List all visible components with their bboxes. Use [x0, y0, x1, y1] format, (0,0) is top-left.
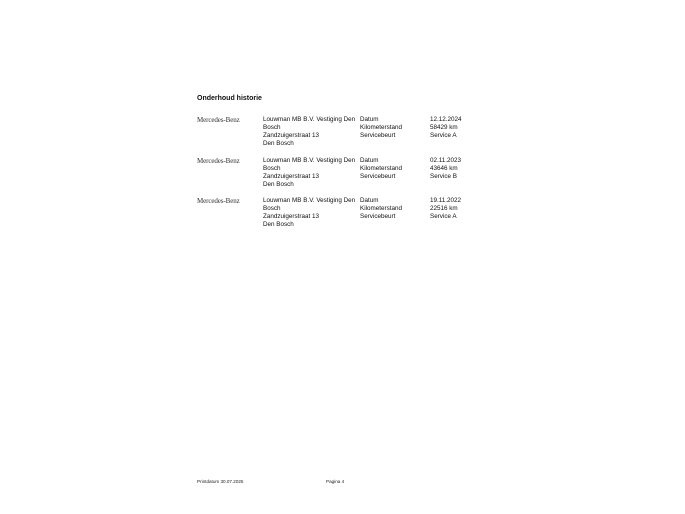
value-date: 19.11.2022 [430, 197, 462, 204]
field-labels [360, 157, 402, 181]
dealer-name-line-1: Louwman MB B.V. Vestiging Den [263, 156, 356, 164]
dealer-city: Den Bosch [263, 140, 294, 148]
page-number: Pagina 4 [326, 479, 345, 484]
dealer-name-line-2: Bosch [263, 164, 281, 172]
dealer-city: Den Bosch [263, 221, 294, 229]
dealer-address [263, 116, 357, 148]
value-date: 12.12.2024 [430, 116, 462, 123]
service-record [197, 116, 487, 157]
dealer-street: Zandzuigerstraat 13 [263, 213, 320, 221]
label-service: Servicebeurt [360, 213, 396, 221]
label-date: Datum [360, 156, 379, 164]
print-date: Printdatum 30.07.2025 [197, 479, 244, 484]
label-date: Datum [360, 197, 379, 204]
service-record [197, 157, 487, 198]
dealer-name-line-1: Louwman MB B.V. Vestiging Den [263, 197, 356, 204]
label-mileage: Kilometerstand [360, 124, 402, 132]
value-service: Service B [430, 172, 457, 180]
page-title: Onderhoud historie [197, 95, 262, 102]
brand-logo: Mercedes-Benz [197, 156, 240, 165]
field-values [430, 116, 462, 140]
service-record [197, 197, 487, 238]
field-values [430, 197, 461, 221]
value-service: Service A [430, 213, 457, 221]
value-mileage: 58429 km [430, 124, 458, 132]
service-history-list [197, 116, 487, 238]
label-service: Servicebeurt [360, 132, 396, 140]
dealer-address [263, 197, 357, 229]
dealer-street: Zandzuigerstraat 13 [263, 172, 320, 180]
value-mileage: 22516 km [430, 205, 458, 213]
label-date: Datum [360, 116, 379, 123]
dealer-name-line-2: Bosch [263, 205, 281, 213]
brand-logo: Mercedes-Benz [197, 116, 240, 124]
dealer-name-line-1: Louwman MB B.V. Vestiging Den [263, 116, 356, 123]
brand-logo: Mercedes-Benz [197, 197, 240, 205]
dealer-name-line-2: Bosch [263, 124, 281, 132]
label-mileage: Kilometerstand [360, 164, 402, 172]
field-labels [360, 116, 402, 140]
dealer-address [263, 157, 357, 189]
value-mileage: 43646 km [430, 164, 458, 172]
label-mileage: Kilometerstand [360, 205, 402, 213]
label-service: Servicebeurt [360, 172, 396, 180]
dealer-street: Zandzuigerstraat 13 [263, 132, 320, 140]
dealer-city: Den Bosch [263, 180, 294, 188]
field-labels [360, 197, 402, 221]
value-service: Service A [430, 132, 457, 140]
field-values [430, 157, 461, 181]
value-date: 02.11.2023 [430, 156, 462, 164]
